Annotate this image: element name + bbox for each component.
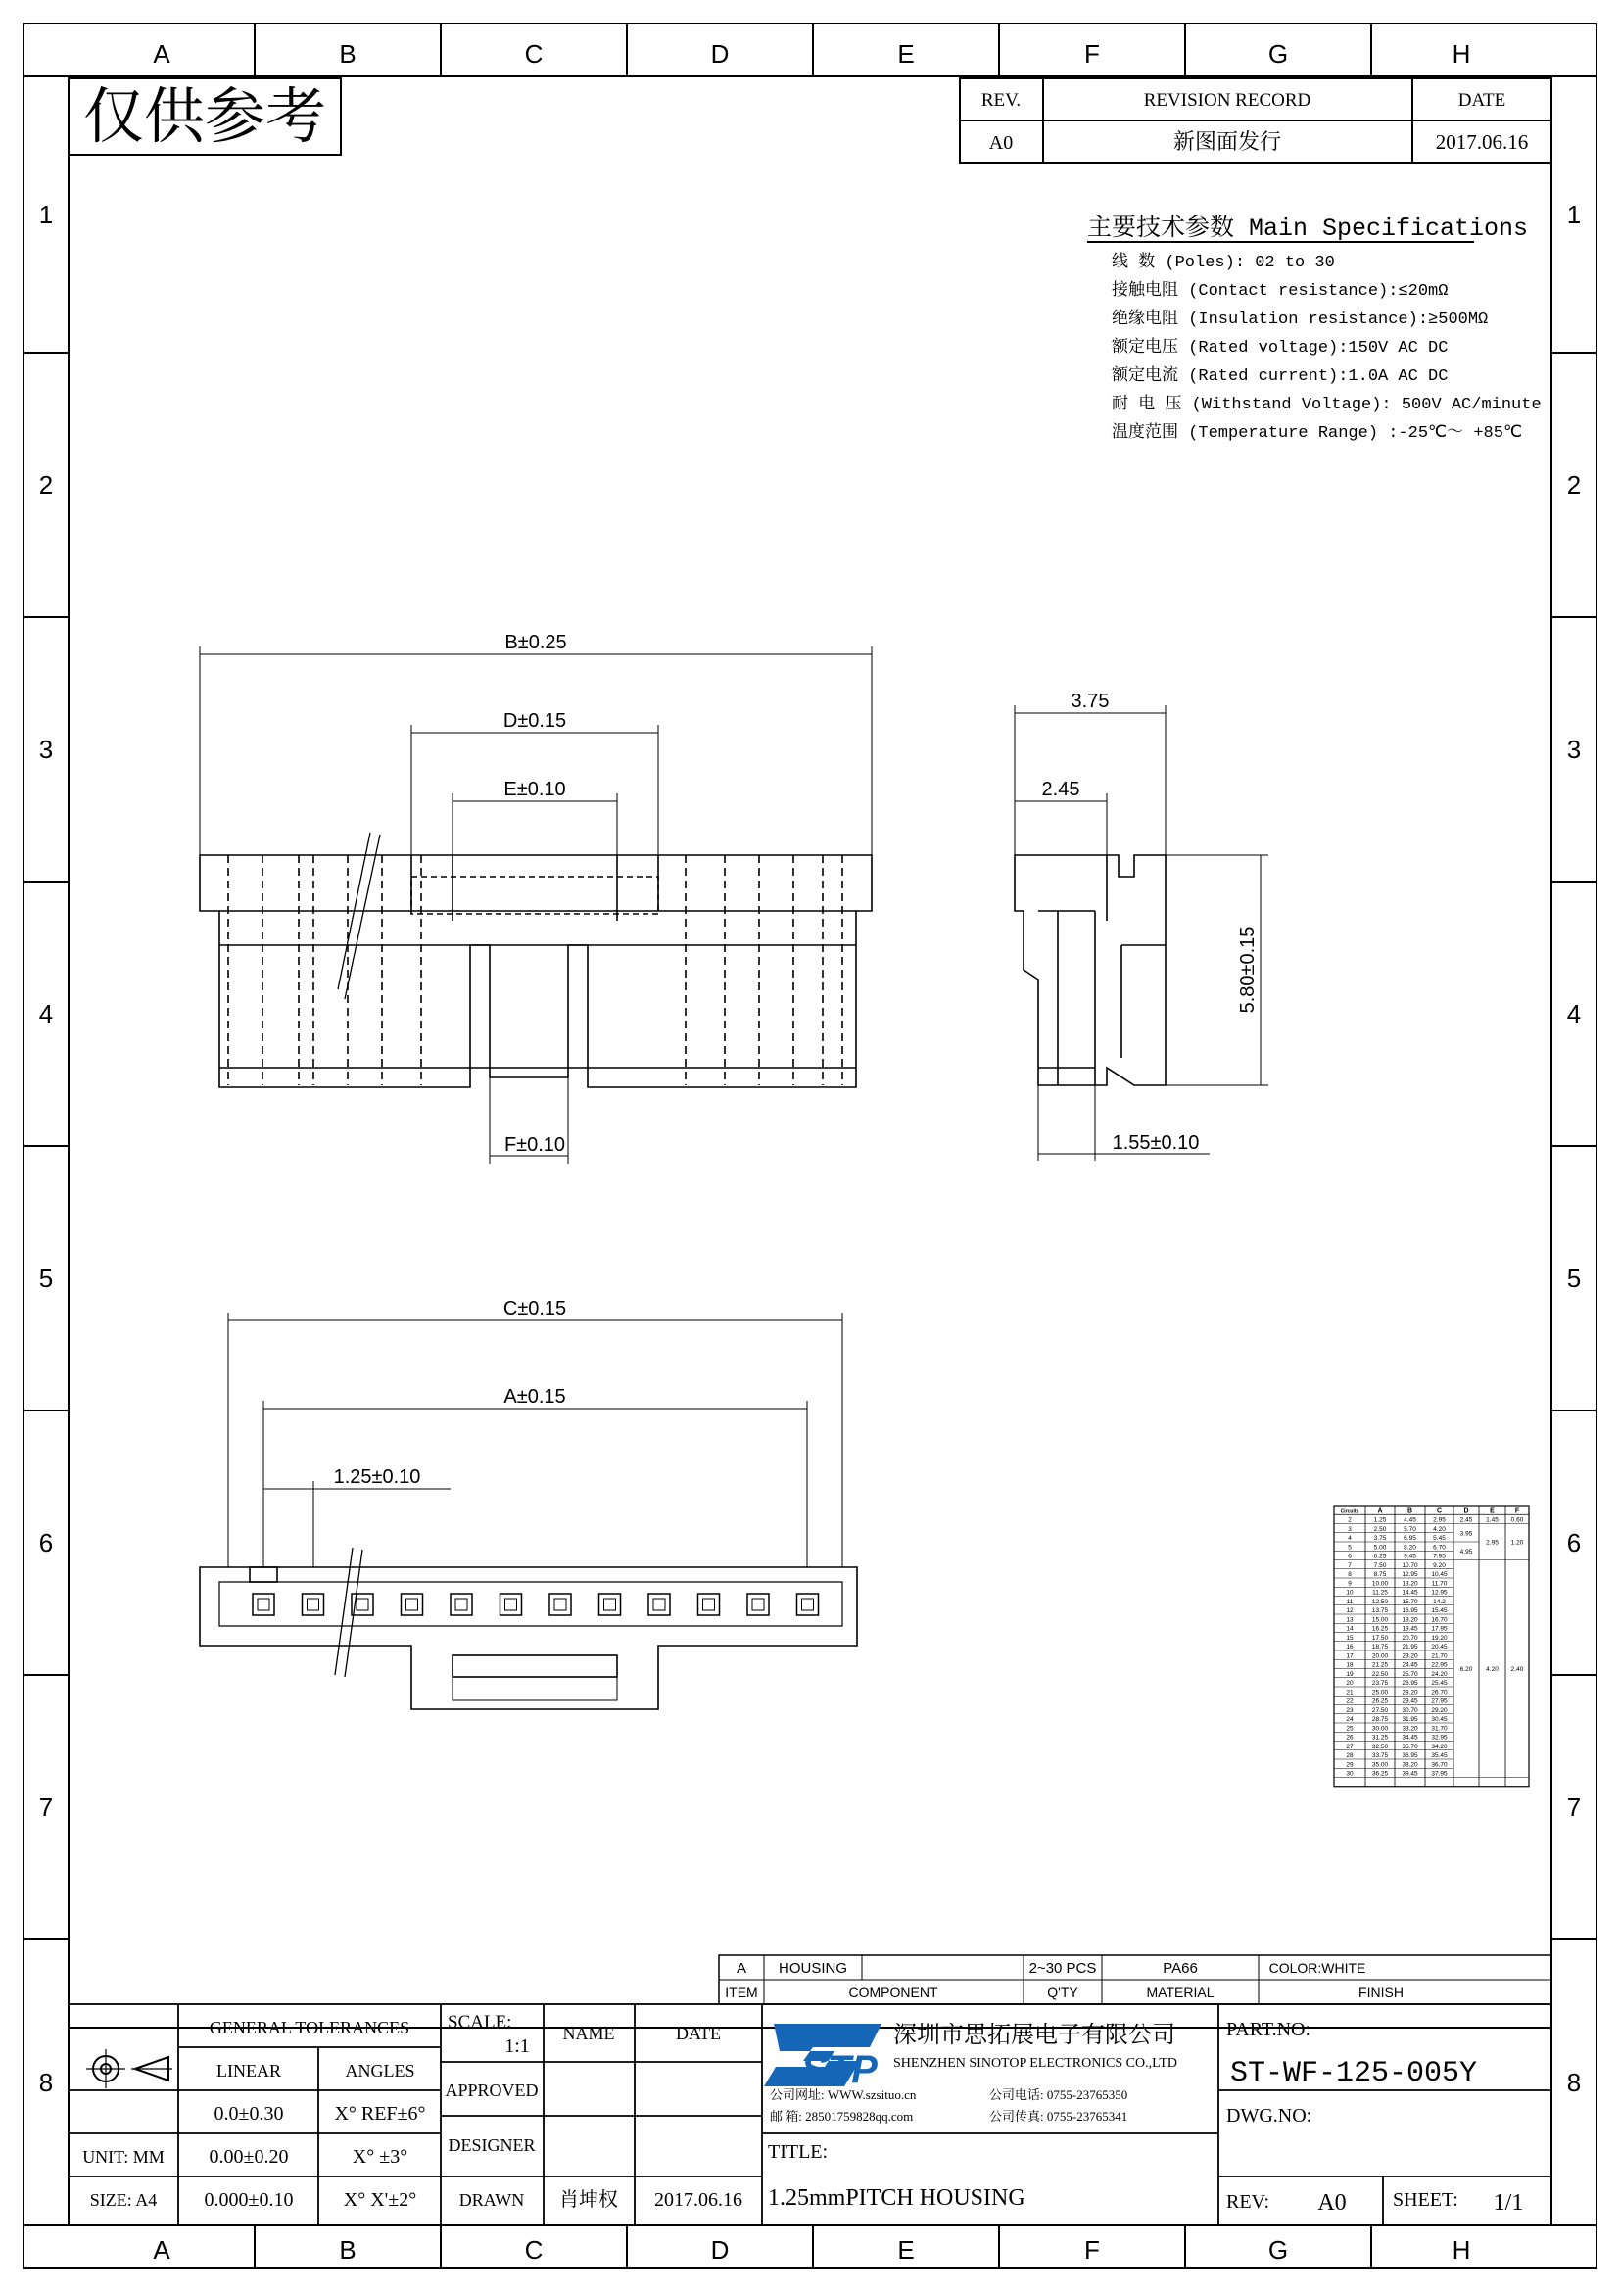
- pin-cavity-inner: [258, 1599, 269, 1610]
- pin-cavity: [303, 1594, 324, 1615]
- dim-a: A±0.15: [503, 1386, 566, 1408]
- revision-table: [960, 78, 1551, 163]
- part-no-label: PART.NO:: [1226, 2019, 1311, 2040]
- bom-h-qty: Q'TY: [1047, 1985, 1078, 2000]
- zone-col-bottom-E: E: [897, 2235, 915, 2265]
- tol-linear-1: 0.0±0.30: [214, 2103, 284, 2125]
- watermark-text: 仅供参考: [82, 84, 327, 151]
- dim-table-cell: 37.95: [1431, 1770, 1448, 1778]
- pin-cavity: [549, 1594, 571, 1615]
- dim-table-cell: 8: [1348, 1571, 1352, 1579]
- zone-row-left-7: 7: [38, 1793, 54, 1822]
- dim-table-cell: 30.00: [1371, 1725, 1389, 1733]
- dim-table-cell: 27.50: [1371, 1706, 1389, 1714]
- dim-table-cell: 22.50: [1371, 1670, 1389, 1678]
- dim-table-cell: 15: [1346, 1634, 1354, 1642]
- dim-table-cell: 6: [1348, 1553, 1352, 1560]
- dim-table-header: Circuits: [1340, 1508, 1359, 1515]
- bom-component: HOUSING: [778, 1960, 848, 1977]
- dim-table-merged-cell: 2.45: [1459, 1516, 1473, 1524]
- dim-table-cell: 9.45: [1404, 1553, 1416, 1560]
- zone-col-top-H: H: [1452, 39, 1471, 69]
- pin-cavity-inner: [406, 1599, 418, 1610]
- dim-table-cell: 13.20: [1402, 1580, 1418, 1588]
- dim-table-cell: 25.70: [1402, 1670, 1418, 1678]
- dim-table-cell: 11: [1346, 1598, 1354, 1605]
- dim-table-cell: 11.25: [1372, 1589, 1388, 1597]
- pin-cavity-inner: [703, 1599, 715, 1610]
- dim-table-cell: 36.95: [1402, 1752, 1418, 1760]
- spec-title: 主要技术参数 Main Specifications: [1087, 215, 1529, 243]
- dim-f: F±0.10: [503, 1134, 566, 1156]
- dim-table-cell: 4.20: [1433, 1525, 1446, 1533]
- dim-table-cell: 5.00: [1373, 1544, 1387, 1552]
- pin-cavity-inner: [455, 1599, 467, 1610]
- dim-table-cell: 14: [1346, 1625, 1354, 1633]
- sheet-label: SHEET:: [1393, 2189, 1458, 2211]
- dim-table-cell: 10.70: [1402, 1561, 1418, 1569]
- dim-table-cell: 14.2: [1433, 1598, 1446, 1605]
- dim-table-cell: 22.95: [1431, 1661, 1448, 1669]
- zone-grid: [24, 24, 1596, 2268]
- spec-line: 线 数 (Poles): 02 to 30: [1112, 254, 1335, 272]
- dim-c: C±0.15: [502, 1298, 567, 1319]
- dim-table-merged-cell: 6.20: [1459, 1666, 1473, 1673]
- dim-table-cell: 17.50: [1371, 1634, 1389, 1642]
- dim-table-cell: 30.45: [1431, 1716, 1448, 1724]
- dim-table-cell: 22: [1346, 1698, 1354, 1705]
- dim-side-width2: 2.45: [1041, 779, 1080, 800]
- zone-row-right-6: 6: [1566, 1528, 1582, 1557]
- dim-table-header: A: [1377, 1507, 1383, 1515]
- dim-table-cell: 33.20: [1402, 1725, 1418, 1733]
- zone-row-left-1: 1: [38, 200, 54, 229]
- rev-value: A0: [988, 132, 1014, 154]
- dim-table-cell: 17: [1346, 1652, 1354, 1660]
- outer-frame: [24, 24, 1596, 2268]
- zone-row-left-6: 6: [38, 1528, 54, 1557]
- dim-table-merged-cell: 2.95: [1486, 1539, 1499, 1547]
- dim-table-cell: 27.95: [1431, 1698, 1448, 1705]
- dim-table-cell: 34.20: [1431, 1743, 1448, 1750]
- dim-table-cell: 19.45: [1402, 1625, 1418, 1633]
- zone-row-right-5: 5: [1566, 1264, 1582, 1293]
- zone-row-left-2: 2: [38, 470, 54, 500]
- dim-table-cell: 1.25: [1373, 1516, 1387, 1524]
- dim-table-cell: 10.00: [1371, 1580, 1389, 1588]
- dim-table-cell: 23.75: [1371, 1680, 1389, 1688]
- dim-table-header: B: [1406, 1507, 1413, 1515]
- dim-table-cell: 14.45: [1402, 1589, 1418, 1597]
- pin-cavity: [698, 1594, 720, 1615]
- dim-table-cell: 27: [1346, 1743, 1354, 1750]
- company-name-cn: 深圳市思拓展电子有限公司: [893, 2023, 1175, 2048]
- zone-col-bottom-F: F: [1084, 2235, 1100, 2265]
- sheet-value: 1/1: [1493, 2190, 1524, 2216]
- zone-row-right-2: 2: [1566, 470, 1582, 500]
- dim-table-merged-cell: 3.95: [1459, 1530, 1473, 1538]
- dim-table-cell: 25.00: [1371, 1689, 1389, 1697]
- dim-table-cell: 5.70: [1404, 1525, 1416, 1533]
- dim-table-cell: 36.70: [1431, 1761, 1448, 1769]
- zone-col-top-A: A: [153, 39, 170, 69]
- zone-col-bottom-G: G: [1267, 2235, 1289, 2265]
- dimension-table: [1334, 1506, 1529, 1787]
- date-header: DATE: [1457, 90, 1506, 111]
- pin-cavity: [648, 1594, 670, 1615]
- spec-line: 温度范围 (Temperature Range) :-25℃～ +85℃: [1112, 424, 1523, 443]
- dim-table-cell: 3: [1348, 1525, 1352, 1533]
- zone-col-bottom-A: A: [153, 2235, 170, 2265]
- dim-table-cell: 24.20: [1431, 1670, 1448, 1678]
- dim-table-cell: 7.95: [1433, 1553, 1446, 1560]
- dim-table-cell: 18.75: [1371, 1644, 1389, 1651]
- dim-e: E±0.10: [503, 779, 566, 800]
- dim-table-cell: 16.95: [1402, 1607, 1418, 1615]
- zone-col-top-B: B: [339, 39, 357, 69]
- spec-line: 绝缘电阻 (Insulation resistance):≥500MΩ: [1112, 311, 1489, 329]
- size: SIZE: A4: [89, 2190, 158, 2210]
- pin-cavity-inner: [653, 1599, 665, 1610]
- dwg-no-label: DWG.NO:: [1226, 2105, 1312, 2127]
- dim-table-cell: 21.70: [1431, 1652, 1448, 1660]
- dim-d: D±0.15: [502, 710, 567, 732]
- dim-table-cell: 28.75: [1371, 1716, 1389, 1724]
- company-name-en: SHENZHEN SINOTOP ELECTRONICS CO.,LTD: [893, 2056, 1177, 2071]
- company-logo: [764, 2024, 881, 2091]
- name-header: NAME: [562, 2024, 615, 2043]
- dim-table-cell: 34.45: [1402, 1734, 1418, 1742]
- dim-table-cell: 7.50: [1373, 1561, 1387, 1569]
- dim-table-cell: 21.25: [1371, 1661, 1389, 1669]
- dim-table-cell: 29: [1346, 1761, 1354, 1769]
- dim-side-bottom: 1.55±0.10: [1112, 1132, 1200, 1154]
- pin-cavity-inner: [308, 1599, 319, 1610]
- side-view: [1015, 705, 1268, 1161]
- part-no: ST-WF-125-005Y: [1230, 2057, 1478, 2090]
- dim-table-cell: 12.95: [1402, 1571, 1418, 1579]
- dim-table-cell: 12: [1346, 1607, 1354, 1615]
- dim-table-header: E: [1490, 1507, 1495, 1515]
- tol-linear-3: 0.000±0.10: [204, 2189, 294, 2211]
- dim-table-cell: 20.45: [1431, 1644, 1448, 1651]
- dim-table-cell: 15.45: [1431, 1607, 1448, 1615]
- dim-table-cell: 12.95: [1431, 1589, 1448, 1597]
- dim-table-cell: 29.20: [1431, 1706, 1448, 1714]
- dim-table-cell: 24.45: [1402, 1661, 1418, 1669]
- tol-angle-1: X° REF±6°: [334, 2103, 426, 2125]
- angles-label: ANGLES: [345, 2061, 415, 2081]
- dim-side-width: 3.75: [1071, 691, 1110, 712]
- zone-row-left-8: 8: [38, 2068, 54, 2097]
- dim-table-cell: 18: [1346, 1661, 1354, 1669]
- revision-description: 新图面发行: [1172, 129, 1282, 154]
- zone-col-top-E: E: [897, 39, 915, 69]
- dim-table-cell: 17.95: [1431, 1625, 1448, 1633]
- dim-table-cell: 31.25: [1371, 1734, 1389, 1742]
- zone-col-top-D: D: [710, 39, 730, 69]
- bom-h-component: COMPONENT: [848, 1985, 938, 2000]
- dim-table-cell: 20.70: [1402, 1634, 1418, 1642]
- pin-cavity-inner: [357, 1599, 368, 1610]
- dim-table-cell: 24: [1346, 1716, 1354, 1724]
- zone-col-top-C: C: [524, 39, 544, 69]
- dim-table-merged-cell: 1.20: [1510, 1539, 1524, 1547]
- dim-table-cell: 6.70: [1433, 1544, 1446, 1552]
- tol-linear-2: 0.00±0.20: [209, 2146, 289, 2168]
- rev-value-tb: A0: [1317, 2190, 1347, 2216]
- dim-table-cell: 32.50: [1371, 1743, 1389, 1750]
- dim-table-cell: 9: [1348, 1580, 1352, 1588]
- dim-table-cell: 5.45: [1433, 1535, 1446, 1543]
- designer-label: DESIGNER: [448, 2135, 536, 2155]
- dim-table-cell: 19.20: [1431, 1634, 1448, 1642]
- zone-row-right-7: 7: [1566, 1793, 1582, 1822]
- pin-cavity: [402, 1594, 423, 1615]
- dim-table-cell: 12.50: [1371, 1598, 1389, 1605]
- zone-row-right-1: 1: [1566, 200, 1582, 229]
- pin-cavity: [599, 1594, 621, 1615]
- dim-table-cell: 26.95: [1402, 1680, 1418, 1688]
- title-label: TITLE:: [768, 2141, 829, 2163]
- dim-table-cell: 18.20: [1402, 1616, 1418, 1624]
- dim-table-cell: 28: [1346, 1752, 1354, 1760]
- dim-table-cell: 2.95: [1433, 1516, 1446, 1524]
- zone-row-right-4: 4: [1566, 999, 1582, 1028]
- bom-h-material: MATERIAL: [1146, 1985, 1215, 2000]
- dim-table-cell: 21.95: [1402, 1644, 1418, 1651]
- dim-table-cell: 25.45: [1431, 1680, 1448, 1688]
- zone-col-bottom-C: C: [524, 2235, 544, 2265]
- approved-label: APPROVED: [445, 2081, 539, 2100]
- tol-angle-2: X° ±3°: [352, 2146, 408, 2168]
- company-phone: 公司电话: 0755-23765350: [989, 2087, 1128, 2102]
- pin-cavity-inner: [604, 1599, 616, 1610]
- specifications: [1087, 214, 1542, 443]
- dim-table-cell: 26.70: [1431, 1689, 1448, 1697]
- zone-row-left-4: 4: [38, 999, 54, 1028]
- spec-line: 接触电阻 (Contact resistance):≤20mΩ: [1112, 282, 1449, 301]
- pin-cavity-inner: [752, 1599, 764, 1610]
- zone-col-top-G: G: [1267, 39, 1289, 69]
- pin-cavity-inner: [505, 1599, 517, 1610]
- dim-table-cell: 4: [1348, 1535, 1352, 1543]
- drawn-name: 肖坤权: [559, 2189, 618, 2211]
- drawn-label: DRAWN: [458, 2190, 525, 2210]
- dim-table-cell: 20.00: [1371, 1652, 1389, 1660]
- bom-h-item: ITEM: [725, 1985, 758, 2000]
- dim-table-cell: 23.20: [1402, 1652, 1418, 1660]
- dim-table-cell: 16.70: [1431, 1616, 1448, 1624]
- dim-table-cell: 16: [1346, 1644, 1354, 1651]
- dim-table-merged-cell: 1.45: [1486, 1516, 1499, 1524]
- bom-item: A: [736, 1960, 747, 1977]
- dim-side-height: 5.80±0.15: [1237, 926, 1259, 1014]
- dim-table-cell: 15.00: [1371, 1616, 1389, 1624]
- drawing-title: 1.25mmPITCH HOUSING: [768, 2185, 1025, 2211]
- dim-table-cell: 10: [1346, 1589, 1354, 1597]
- dim-table-cell: 33.75: [1371, 1752, 1389, 1760]
- zone-row-left-5: 5: [38, 1264, 54, 1293]
- bom-qty: 2~30 PCS: [1028, 1960, 1097, 1977]
- scale-label: SCALE:: [448, 2012, 512, 2033]
- pin-cavity: [253, 1594, 274, 1615]
- dim-table-cell: 13.75: [1371, 1607, 1389, 1615]
- dim-table-cell: 20: [1346, 1680, 1354, 1688]
- dim-b: B±0.25: [504, 632, 567, 653]
- bottom-view: [200, 1313, 857, 1709]
- dim-table-cell: 6.25: [1373, 1553, 1387, 1560]
- zone-row-right-8: 8: [1566, 2068, 1582, 2097]
- pin-cavity: [747, 1594, 769, 1615]
- dim-table-cell: 36.25: [1371, 1770, 1389, 1778]
- dim-table-cell: 28.20: [1402, 1689, 1418, 1697]
- spec-line: 额定电压 (Rated voltage):150V AC DC: [1112, 339, 1449, 358]
- dim-table-merged-cell: 4.95: [1459, 1548, 1473, 1555]
- dim-table-cell: 8.75: [1373, 1571, 1387, 1579]
- dim-table-cell: 23: [1346, 1706, 1354, 1714]
- date-header-tb: DATE: [676, 2024, 721, 2043]
- revision-record-header: REVISION RECORD: [1143, 90, 1311, 111]
- dim-table-cell: 16.25: [1371, 1625, 1389, 1633]
- dim-table-cell: 8.20: [1404, 1544, 1416, 1552]
- bom-finish: COLOR:WHITE: [1268, 1960, 1366, 1976]
- dim-table-merged-cell: 0.60: [1510, 1516, 1524, 1524]
- dim-table-cell: 21: [1346, 1689, 1354, 1697]
- zone-col-bottom-B: B: [339, 2235, 357, 2265]
- bom-h-finish: FINISH: [1358, 1985, 1404, 2000]
- dim-pitch: 1.25±0.10: [333, 1466, 421, 1488]
- dim-table-cell: 31.95: [1402, 1716, 1418, 1724]
- company-email: 邮 箱: 28501759828qq.com: [770, 2109, 914, 2124]
- dim-table-merged-cell: 2.40: [1510, 1666, 1524, 1673]
- zone-col-bottom-H: H: [1452, 2235, 1471, 2265]
- dim-table-cell: 4.45: [1404, 1516, 1416, 1524]
- dim-table-cell: 19: [1346, 1670, 1354, 1678]
- revision-date: 2017.06.16: [1435, 130, 1529, 154]
- dim-table-merged-cell: 4.20: [1486, 1666, 1499, 1673]
- dim-table-cell: 30: [1346, 1770, 1354, 1778]
- pin-cavity: [500, 1594, 522, 1615]
- company-fax: 公司传真: 0755-23765341: [989, 2109, 1128, 2124]
- pin-cavity-inner: [554, 1599, 566, 1610]
- zone-row-right-3: 3: [1566, 735, 1582, 764]
- dim-table-cell: 26.25: [1371, 1698, 1389, 1705]
- linear-label: LINEAR: [216, 2061, 281, 2081]
- logo-text: STP: [801, 2048, 878, 2091]
- dim-table-cell: 30.70: [1402, 1706, 1418, 1714]
- dim-table-cell: 2: [1348, 1516, 1352, 1524]
- scale-value: 1:1: [504, 2035, 530, 2057]
- dim-table-header: F: [1514, 1507, 1520, 1515]
- dim-table-cell: 39.45: [1402, 1770, 1418, 1778]
- dim-table-cell: 25: [1346, 1725, 1354, 1733]
- general-tolerances: GENERAL TOLERANCES: [209, 2018, 410, 2037]
- dim-table-cell: 38.20: [1402, 1761, 1418, 1769]
- zone-col-bottom-D: D: [710, 2235, 730, 2265]
- dim-table-cell: 15.70: [1402, 1598, 1418, 1605]
- pin-cavity: [451, 1594, 472, 1615]
- dim-table-cell: 35.70: [1402, 1743, 1418, 1750]
- dim-table-cell: 29.45: [1402, 1698, 1418, 1705]
- dim-table-cell: 11.70: [1431, 1580, 1448, 1588]
- dim-table-cell: 35.45: [1431, 1752, 1448, 1760]
- rev-label: REV:: [1226, 2191, 1270, 2213]
- dim-table-header: D: [1463, 1507, 1469, 1515]
- dim-table-header: C: [1436, 1507, 1443, 1515]
- pin-cavity-inner: [802, 1599, 814, 1610]
- dim-table-cell: 3.75: [1373, 1535, 1387, 1543]
- drawn-date: 2017.06.16: [654, 2189, 742, 2211]
- bom-material: PA66: [1163, 1960, 1198, 1977]
- pin-cavity: [797, 1594, 819, 1615]
- dim-table-cell: 13: [1346, 1616, 1354, 1624]
- dim-table-cell: 5: [1348, 1544, 1352, 1552]
- unit: UNIT: MM: [82, 2147, 165, 2167]
- dim-table-cell: 31.70: [1431, 1725, 1448, 1733]
- dim-table-cell: 35.00: [1371, 1761, 1389, 1769]
- dim-table-cell: 9.20: [1433, 1561, 1446, 1569]
- dim-table-cell: 6.95: [1404, 1535, 1416, 1543]
- rev-header: REV.: [980, 90, 1022, 111]
- tol-angle-3: X° X'±2°: [343, 2189, 417, 2211]
- zone-col-top-F: F: [1084, 39, 1100, 69]
- spec-line: 额定电流 (Rated current):1.0A AC DC: [1112, 367, 1449, 386]
- spec-line: 耐 电 压 (Withstand Voltage): 500V AC/minute: [1112, 396, 1542, 414]
- dim-table-cell: 10.45: [1431, 1571, 1448, 1579]
- dim-table-cell: 26: [1346, 1734, 1354, 1742]
- dim-table-cell: 7: [1348, 1561, 1352, 1569]
- company-website: 公司网址: WWW.szsituo.cn: [770, 2087, 917, 2102]
- dim-table-cell: 32.95: [1431, 1734, 1448, 1742]
- dim-table-cell: 2.50: [1373, 1525, 1387, 1533]
- zone-row-left-3: 3: [38, 735, 54, 764]
